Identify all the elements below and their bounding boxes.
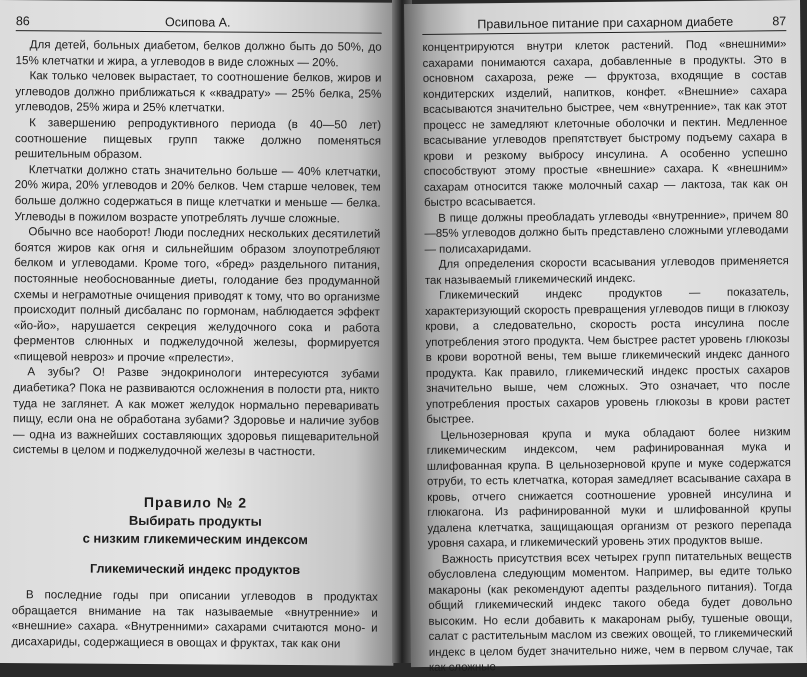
left-page-number: 86 bbox=[15, 14, 30, 29]
rule-heading bbox=[12, 492, 378, 550]
paragraph: К завершению репродуктивного периода (в 40—50 лет) соотношение пищевых групп также должно поменяться решительным образом. bbox=[14, 116, 382, 162]
right-text bbox=[422, 37, 793, 676]
rule-title: Правило № 2 bbox=[143, 494, 248, 511]
left-text-bottom bbox=[11, 587, 377, 652]
paragraph: Обычно все наоборот! Люди последних нескольких десятилетий боятся жиров как огня и сильнейшим образом злоупотребляют белком и углеводами. Кроме того, «бред» раздельного питания, постоянные необоснованные диеты, голодание без продуманной схемы и неграмотные очищения приводят к тому, что во организме происходит полный дисбаланс по гормонам, наблюдается эффект «йо-йо», нарушается секреция желудочного сока и работа ферментов слюнных и поджелудочной железы, формируется «пищевой невроз» и прочие «прелести». bbox=[13, 225, 381, 365]
paragraph: Как только человек вырастает, то соотношение белков, жиров и углеводов должно приближаться к «квадрату» — 25% белка, 25% углеводов, 25% жира и 25% клетчатки. bbox=[15, 69, 382, 115]
paragraph: Для определения скорости всасывания углеводов применяется так называемый гликемический индекс. bbox=[424, 255, 789, 287]
paragraph: Гликемический индекс продуктов — показатель, характеризующий скорость превращения углеводов пищи в глюкозу крови, а следовательно, скорость роста инсулина после употребления этого продукта. Чем быстрее растет уровень глюкозы в крови воротной вены, тем выше гликемический индекс данного продукта. Как правило, гликемический индекс простых сахаров значительно выше, чем сложных. Это означает, что после употребления простых сахаров уровень глюкозы в крови растет быстрее. bbox=[425, 286, 791, 426]
left-text-top bbox=[13, 37, 382, 461]
paragraph: Клетчатки должно стать значительно больше — 40% клетчатки, 20% жира, 20% углеводов и 20% белков. Чем старше человек, тем больше должно содержаться в пище клетчатки и меньше — белка. Углеводы в пожилом возрасте употреблять лучше сложные. bbox=[14, 162, 381, 225]
left-running-title: Осипова А. bbox=[165, 15, 231, 30]
paragraph: А зубы? О! Разве эндокринологи интересуются зубами диабетика? Пока не развиваются осложнения в полости рта, никто туда не заглянет. А как может желудок нормально переваривать пищу, если она не обработана зубами? Здоровье и наличие зубов — одна из важнейших составляющих здоровья пищеварительной системы в целом и поджелудочной железы в частности. bbox=[12, 365, 380, 459]
right-page-number: 87 bbox=[772, 14, 787, 29]
paragraph: В пище должны преобладать углеводы «внутренние», причем 80—85% углеводов должно быть представлено сложными углеводами — полисахаридами. bbox=[424, 208, 789, 256]
paragraph: В последние годы при описании углеводов в продуктах обращается внимание на так называемые «внутренние» и «внешние» сахара. «Внутренними» сахарами считаются моно- и дисахариды, содержащиеся в овощах и фруктах, так как они bbox=[11, 588, 378, 651]
paragraph: концентрируются внутри клеток растений. Под «внешними» сахарами понимаются сахара, добавленные в продукты. Это в основном сахароза, реже — фруктоза, входящие в состав кондитерских изделий, напитков, конфет. «Внешние» сахара всасываются значительно быстрее, чем «внутренние», так как этот процесс не замедляют клеточные оболочки и пектин. Медленное всасывание углеводов препятствует быстрому подъему сахара в крови и резкому выбросу инсулина. А особенно успешно способствуют этому простые «внешние» сахара. К «внешним» сахарам относится также молочный сахар — лактоза, так как он быстро всасывается. bbox=[422, 38, 788, 209]
rule-subtitle-1: Выбирать продукты bbox=[128, 512, 262, 529]
section-heading: Гликемический индекс продуктов bbox=[89, 561, 301, 578]
right-running-title: Правильное питание при сахарном диабете bbox=[477, 14, 734, 32]
paragraph: Для детей, больных диабетом, белков должно быть до 50%, до 15% клетчатки и жира, а углеводов в виде сложных — 20%. bbox=[15, 38, 382, 69]
paragraph: Важность присутствия всех четырех групп питательных веществ обусловлена следующим моментом. Например, вы едите только макароны (как рекомендуют адепты раздельного питания). Тогда общий гликемический индекс такого обеда будет довольно высоким. Но если добавить к макаронам рыбу, тушеные овощи, салат с растительным маслом из свежих овощей, то гликемический индекс в целом будет значительно ниже, чем в первом случае, так как сложные bbox=[427, 549, 793, 674]
rule-subtitle-2: с низким гликемическим индексом bbox=[82, 530, 308, 548]
left-running-head bbox=[16, 14, 382, 34]
right-page bbox=[404, 0, 807, 674]
right-running-head bbox=[422, 14, 786, 35]
paragraph: Цельнозерновая крупа и мука обладают более низким гликемическим индексом, чем рафинированная мука и шлифованная крупа. В цельнозерновой крупе и муке содержатся отруби, то есть клетчатка, которая замедляет всасывание сахара в кровь, отчего снижается соотношение уровней инсулина и глюкагона. Из рафинированной муки и шлифованной крупы удалена клетчатка, защищающая организм от резкого перепада уровня сахара, и гликемический уровень этих продуктов выше. bbox=[426, 425, 792, 550]
left-page bbox=[0, 0, 398, 666]
